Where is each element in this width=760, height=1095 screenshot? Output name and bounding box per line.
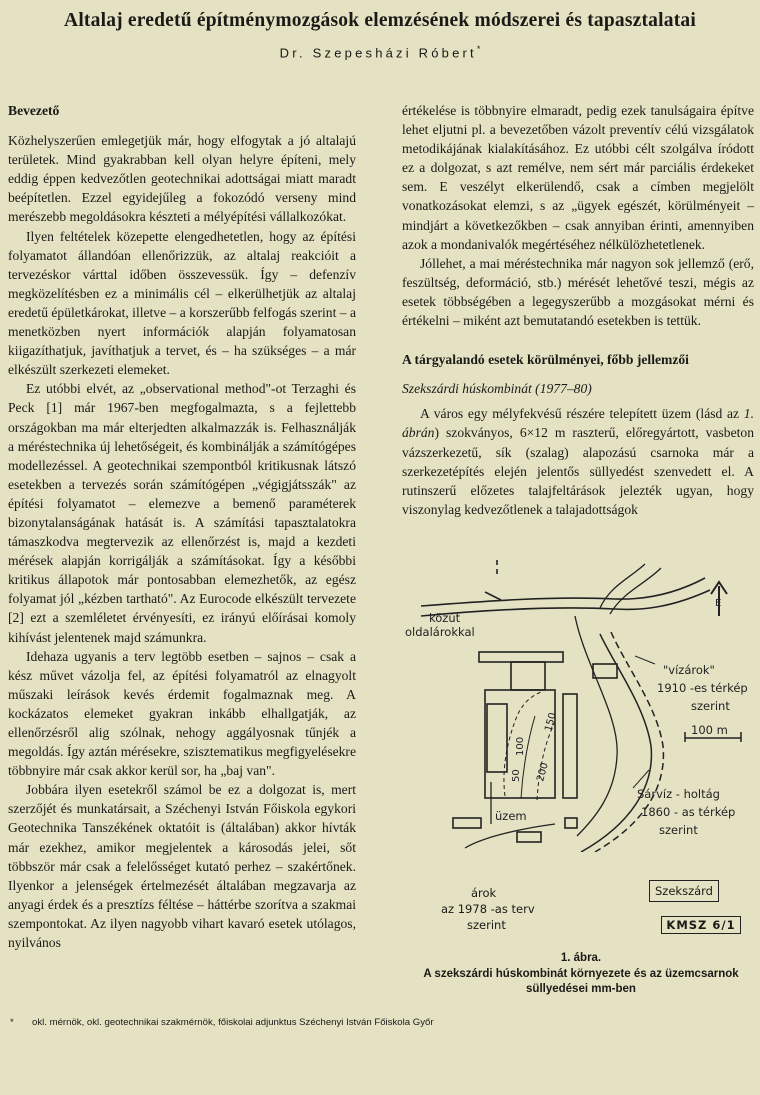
oxbow-map-label-2: szerint — [659, 823, 698, 837]
building — [453, 818, 481, 828]
figure-caption — [405, 951, 757, 998]
road-leader-line — [485, 592, 501, 600]
section-heading-cases: A tárgyalandó esetek körülményei, főbb jellemzői — [402, 352, 689, 368]
plant-label: üzem — [495, 809, 527, 823]
contour-label-100: 100 — [515, 736, 526, 756]
leader-line — [633, 770, 649, 788]
paragraph: Ilyen feltételek közepette elengedhetetlen, hogy az építési folyamatot állandóan ellenőrizzük, az altalaj reakcióit a tervezéskor várttal időben összevessük. Így – defenzív megközelítésben ez a minimális cél – elkerülhetjük az altalaj eredetű épületkárokat, illetve – a korszerűbb felfogás szerint – a menetközben nyert információk alapján folyamatosan kiigazíthatjuk, javíthatjuk a tervet, és – ha szükséges – a már elkészült szerkezeti elemeket. — [8, 228, 357, 378]
paragraph: Jóllehet, a mai méréstechnika már nagyon sok jellemző (erő, feszültség, deformáció, stb.) mérését lehetővé teszi, mégis az esetek többségében a legegyszerűbb a mozgásokat mérni és értékelni – miként azt bemutatandó esetekben is tettük. — [402, 255, 754, 329]
contour-label-50: 50 — [511, 769, 522, 782]
contour-line — [537, 722, 555, 800]
paragraph: értékelése is többnyire elmaradt, pedig ezek tanulságaira építve lehet eljutni pl. a bevezetőben vázolt preventív célú vizsgálatok metodikájának kialakításához. Ez utóbbi célt szolgálva íródott ez a dolgozat, s azt remélve, nem sért már parciális érdekeket sem. E veszélyt elkerülendő, csak a címben megjelölt vonatkozásokat elemzi, s az „ügyek egészét, körülményeit – mindjárt a következőkben – csak annyiban érinti, amennyiben azok a mondanivalók megértéséhez nélkülözhetetlenek. — [402, 103, 754, 252]
oxbow-map-label: 1860 - as térkép — [641, 805, 736, 819]
figure-reference: 1. ábrán — [402, 406, 754, 441]
north-label: É — [715, 598, 722, 609]
ditch-map-label-2: szerint — [691, 699, 730, 713]
section-heading-intro: Bevezető — [8, 103, 60, 118]
scale-label: 100 m — [691, 723, 728, 737]
oxbow-label: Sárvíz - holtág — [637, 787, 720, 801]
building — [593, 664, 617, 678]
ditch-map-label: 1910 -es térkép — [657, 681, 748, 695]
ditch-plan-label: árok — [471, 886, 497, 900]
paragraph-case — [402, 404, 754, 519]
road-line-upper — [421, 578, 705, 606]
paragraph: Idehaza ugyanis a terv legtöbb esetben – sajnos – csak a kész művet vázolja fel, az építési folyamatról az elnagyolt műszaki leírások kevés érdemit fogalmaznak meg. A kockázatos elemeket gyakran inkább elhallgatják, az ellenőrzésről alig szólnak, nehogy aggályosnak tűnjék a megoldás. Így aztán mérésekre, szisztematikus megfigyelésekre többnyire már csak akkor kerül sor, ha „baj van". — [8, 648, 356, 779]
road-label-2: oldalárokkal — [405, 625, 475, 639]
contour-label-150: 150 — [543, 711, 559, 733]
author-name: Dr. Szepesházi Róbert — [279, 45, 477, 61]
building — [487, 704, 507, 772]
caption-number: 1. ábra. — [560, 952, 602, 964]
footnote — [10, 1017, 750, 1028]
building — [517, 832, 541, 842]
leader-line — [635, 656, 655, 664]
case-subheading: Szekszárdi húskombinát (1977–80) — [402, 381, 592, 397]
footnote-text: okl. mérnök, okl. geotechnikai szakmérnök, főiskolai adjunktus Széchenyi István Főiskola Győr — [32, 1017, 434, 1028]
paragraph: Ez utóbbi elvét, az „observational method"-ot Terzaghi és Peck [1] már 1967-ben megfogalmazta, s a fejlettebb országokban ma már elterjedten alkalmazzák is. Felhasználják a méréstechnika új lehetőségeit, és kombinálják a számítógépes modellezéssel. A geotechnikai szempontból kritikusnak látszó esetekben a tervezés során számítógépen „végigjátsszák" az építési folyamatot – elemezve a bemenő paraméterek bizonytalanságának hatását is. A számítási tapasztalatokra támaszkodva megtervezik az ellenőrzést is, majd a kezdeti mérések alapján korrigálják a számításokat. Így a későbbi kritikus állapotok már pontosabban elemezhetők, az egész folyamat jól „kézben tartható". Az Eurocode elkészült tervezete [2] ezt a szemléletet érvényesíti, ez irányú előírásai komoly kihívást jelentenek majd számunkra. — [8, 381, 356, 645]
article-author — [0, 44, 760, 60]
paragraph: Jobbára ilyen esetekről számol be ez a dolgozat is, mert szerzőjét és munkatársait, a Széchenyi István Főiskola egykori Geotechnika Tanszékének oktatóit is (általában) akkor hívták már ezekhez, amikor megjelentek a károsodás jelei, sőt többször már csak a felelősséget kutató perhez – szakértőnek. Ilyenkor a jelenségek értelmezését általában megzavarja az anyagi érdek és a presztízs féltése – háttérbe szorítva a szakmai szempontokat. Az ilyen nagyobb vihart kavaró esetek utólagos, nyilvános — [8, 782, 356, 951]
case-text-before: A város egy mélyfekvésű részére telepített üzem (lásd az — [420, 406, 744, 422]
contour-line — [521, 716, 535, 798]
figure-bottom-labels — [405, 852, 757, 948]
building — [565, 818, 577, 828]
author-footnote-mark: * — [476, 44, 481, 54]
town-label: Szekszárd — [649, 880, 719, 902]
oxbow-line-2 — [595, 632, 663, 852]
contour-label-200: 200 — [535, 761, 551, 783]
footnote-mark: * — [10, 1017, 14, 1028]
caption-line-2: süllyedései mm-ben — [526, 983, 636, 995]
caption-line-1: A szekszárdi húskombinát környezete és az üzemcsarnok — [423, 967, 739, 980]
right-column — [402, 101, 754, 519]
case-text-after: ) szokványos, 6×12 m raszterű, előregyártott, vasbeton vázszerkezetű, sík (szalag) alapozású csarnoka már a szerkezetépítés elején jelentős süllyedést szenvedett el. A rutinszerű előzetes talajfeltárások jelezték ugyan, hogy viszonylag kedvezőtlenek a talajadottságok — [402, 425, 754, 517]
building — [479, 652, 563, 662]
left-column — [8, 101, 356, 952]
road-label: közút — [429, 611, 461, 625]
ditch-1910-line — [575, 616, 617, 836]
site-map-figure — [405, 556, 757, 852]
code-label: KMSZ 6/1 — [661, 916, 741, 934]
ditch-plan-label-3: szerint — [467, 918, 506, 932]
article-title: Altalaj eredetű építménymozgások elemzésének módszerei és tapasztalatai — [64, 10, 696, 31]
paragraph: Közhelyszerűen emlegetjük már, hogy elfogytak a jó altalajú területek. Mind gyakrabban kell olyan helyre építeni, mely eddig éppen kedvezőtlen geotechnikai adottságai miatt maradt beépítetlen. Ezzel egyidejűleg a fokozódó verseny mind merészebb megoldásokra készteti a mélyépítési vállalkozókat. — [8, 133, 356, 225]
ditch-plan-label-2: az 1978 -as terv — [441, 902, 535, 916]
ditch-label: "vízárok" — [663, 663, 715, 677]
building — [563, 694, 577, 798]
site-map-drawing — [405, 556, 757, 852]
building — [511, 662, 545, 690]
